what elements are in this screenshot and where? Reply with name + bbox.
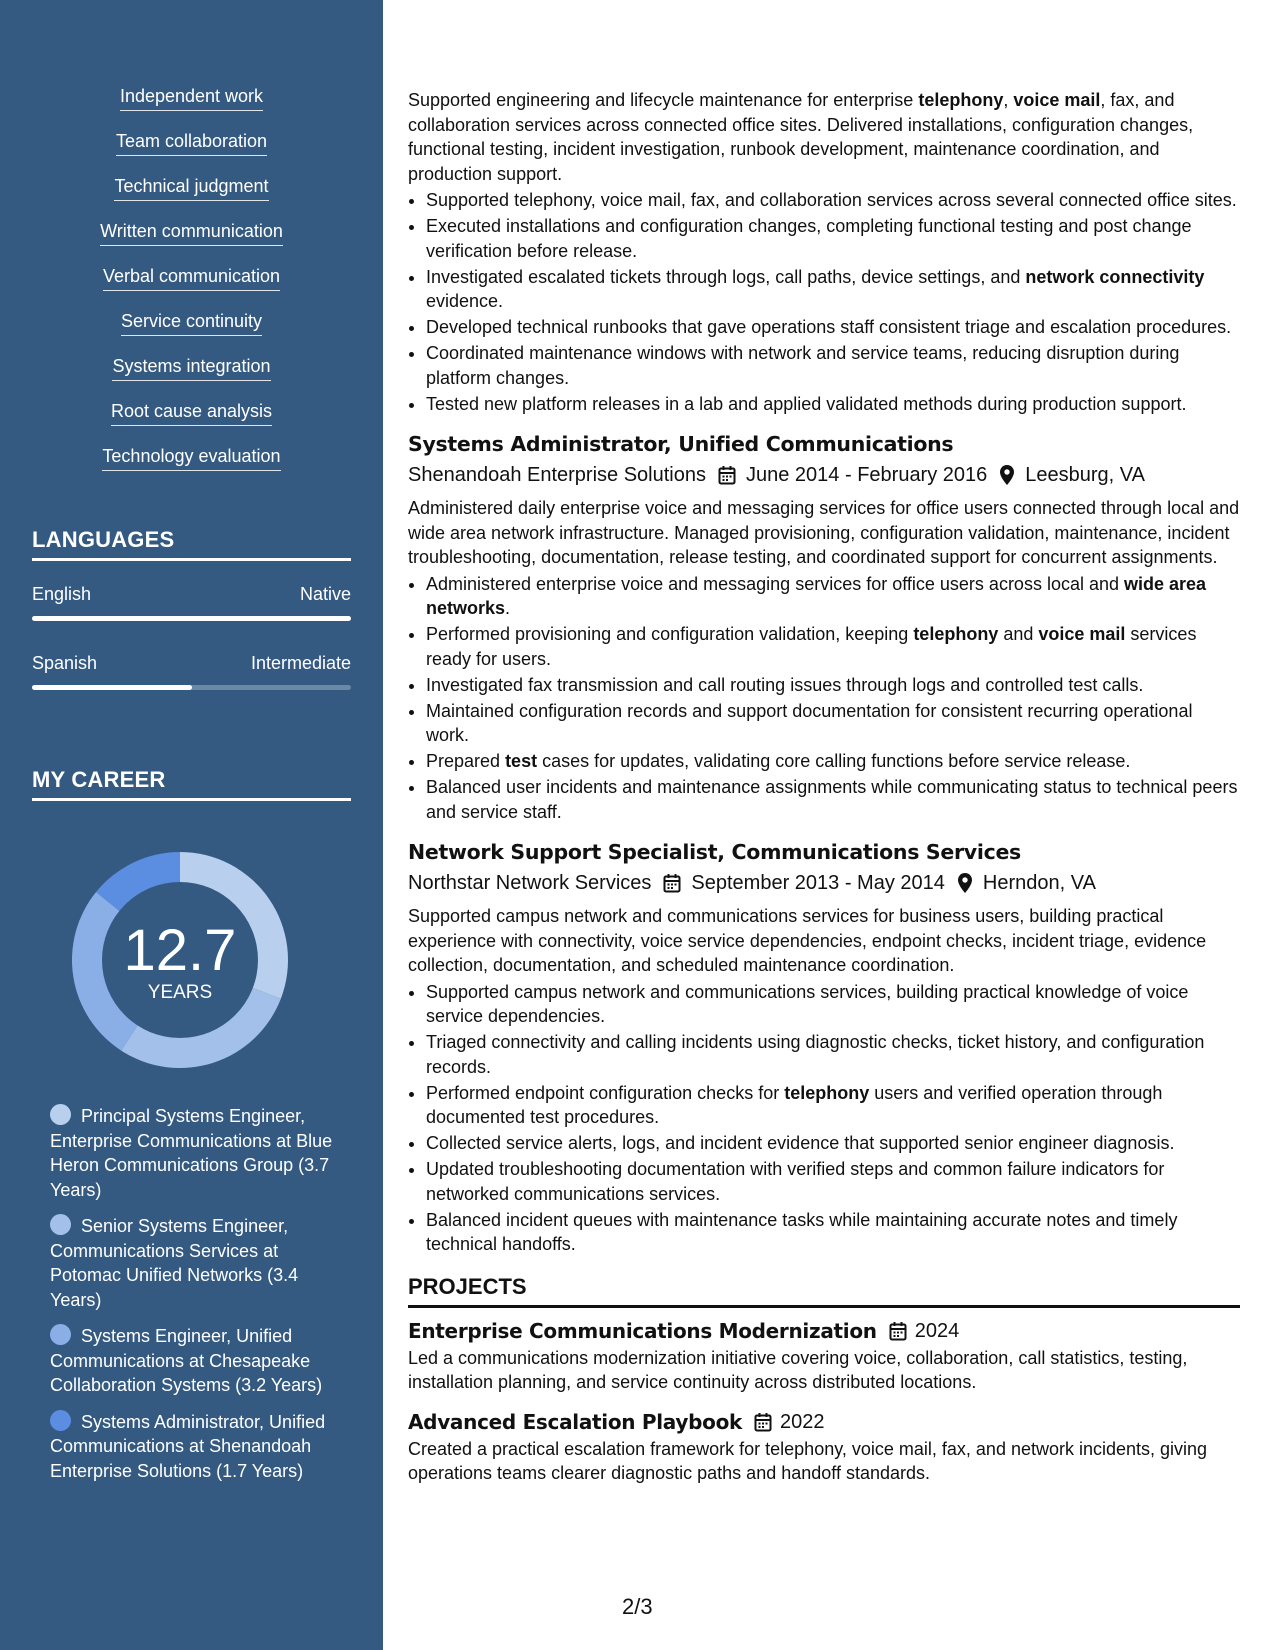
bullet-item: • Executed installations and configuration changes, completing functional testing and post change verification before release. — [426, 214, 1240, 263]
bullet-item: • Balanced user incidents and maintenance assignments while communicating status to technical peers and service staff. — [426, 775, 1240, 824]
calendar-icon — [663, 873, 681, 893]
career-heading: MY CAREER — [32, 766, 351, 801]
map-pin-icon — [957, 872, 973, 894]
language-proficiency-fill — [32, 616, 351, 621]
skill-item: Written communication — [0, 219, 383, 264]
bullet-item: • Performed provisioning and configuration validation, keeping telephony and voice mail services ready for users. — [426, 622, 1240, 671]
career-item: Systems Engineer, Unified Communications at Chesapeake Collaboration Systems (3.2 Years) — [50, 1326, 323, 1395]
language-proficiency-fill — [32, 685, 192, 690]
job-bullets — [408, 572, 1240, 825]
company-name: Northstar Network Services — [408, 872, 652, 894]
project-title-row — [408, 1407, 1240, 1437]
job-dates: September 2013 - May 2014 — [691, 872, 945, 894]
language-spanish — [32, 651, 351, 690]
job-summary: Supported campus network and communications services for business users, building practical experience with connectivity, voice service dependencies, endpoint checks, incident triage, evidence collection, documentation, and scheduled maintenance coordination. — [408, 906, 1207, 975]
skill-item: Team collaboration — [0, 129, 383, 174]
language-name: English — [32, 584, 92, 604]
bullet-item: • Coordinated maintenance windows with network and service teams, reducing disruption during platform changes. — [426, 341, 1240, 390]
skills-list — [0, 84, 383, 489]
career-dot — [50, 1104, 71, 1125]
career-dot — [50, 1214, 71, 1235]
bullet-item: • Maintained configuration records and support documentation for consistent recurring operational work. — [426, 699, 1240, 748]
skill-item: Independent work — [0, 84, 383, 129]
career-dot — [50, 1324, 71, 1345]
projects-heading: PROJECTS — [408, 1273, 1240, 1308]
job-meta — [408, 460, 1240, 490]
language-proficiency-bar — [32, 685, 351, 690]
page-number: 2/3 — [622, 1594, 653, 1619]
career-item: Senior Systems Engineer, Communications Services at Potomac Unified Networks (3.4 Years) — [50, 1216, 299, 1310]
bullet-item: • Investigated escalated tickets through logs, call paths, device settings, and network connectivity evidence. — [426, 265, 1240, 314]
job-meta — [408, 868, 1240, 898]
skill-item: Systems integration — [0, 354, 383, 399]
bullet-item: • Tested new platform releases in a lab and applied validated methods during production support. — [426, 392, 1240, 417]
skill-item: Technical judgment — [0, 174, 383, 219]
bullet-item: • Prepared test cases for updates, validating core calling functions before service release. — [426, 749, 1240, 774]
project-description: Created a practical escalation framework for telephony, voice mail, fax, and network incidents, giving operations teams clearer diagnostic paths and handoff standards. — [408, 1438, 1208, 1483]
bullet-item: • Developed technical runbooks that gave operations staff consistent triage and escalation procedures. — [426, 315, 1240, 340]
career-unit: YEARS — [147, 982, 213, 1003]
career-total: 12.7 — [123, 918, 237, 983]
company-name: Shenandoah Enterprise Solutions — [408, 464, 706, 486]
project-title: Advanced Escalation Playbook — [408, 1409, 743, 1434]
language-level: Native — [299, 584, 351, 604]
job-bullets — [408, 980, 1240, 1257]
skill-item: Root cause analysis — [0, 399, 383, 444]
bullet-item: • Triaged connectivity and calling incidents using diagnostic checks, ticket history, and configuration records. — [426, 1030, 1240, 1079]
job-bullets — [408, 188, 1240, 416]
project-title-row — [408, 1316, 1240, 1346]
job-location: Herndon, VA — [982, 872, 1096, 894]
job-title: Network Support Specialist, Communications Services — [408, 840, 1021, 864]
job-summary: Administered daily enterprise voice and messaging services for office users connected through local and wide area network infrastructure. Managed provisioning, configuration validation, maintenance, incident troubleshooting, documentation, release testing, and coordinated support for concurrent assignments. — [408, 498, 1240, 567]
job-summary: Supported engineering and lifecycle maintenance for enterprise telephony, voice mail, fax, and collaboration services across connected office sites. Delivered installations, configuration changes, functional testing, incident investigation, runbook development, maintenance coordination, and production support. — [408, 90, 1194, 184]
career-list — [50, 1104, 335, 1495]
skill-item: Technology evaluation — [0, 444, 383, 489]
calendar-icon — [718, 465, 736, 485]
job-location: Leesburg, VA — [1025, 464, 1145, 486]
bullet-item: • Supported campus network and communications services, building practical knowledge of voice service dependencies. — [426, 980, 1240, 1029]
bullet-item: • Updated troubleshooting documentation with verified steps and common failure indicators for networked communications services. — [426, 1157, 1240, 1206]
language-name: Spanish — [32, 653, 98, 673]
bullet-item: • Supported telephony, voice mail, fax, and collaboration services across several connected office sites. — [426, 188, 1240, 213]
bullet-item: • Administered enterprise voice and messaging services for office users across local and wide area networks. — [426, 572, 1240, 621]
project-description: Led a communications modernization initiative covering voice, collaboration, call statistics, testing, installation planning, and service continuity across distributed locations. — [408, 1347, 1188, 1392]
skill-item: Verbal communication — [0, 264, 383, 309]
bullet-item: • Balanced incident queues with maintenance tasks while maintaining accurate notes and timely technical handoffs. — [426, 1208, 1240, 1257]
calendar-icon — [889, 1321, 907, 1341]
languages-heading: LANGUAGES — [32, 526, 351, 561]
calendar-icon — [754, 1412, 772, 1432]
career-item: Systems Administrator, Unified Communications at Shenandoah Enterprise Solutions (1.7 Years) — [50, 1411, 326, 1481]
language-english — [32, 582, 351, 621]
job-dates: June 2014 - February 2016 — [746, 464, 988, 486]
sidebar — [0, 0, 383, 1650]
bullet-item: • Investigated fax transmission and call routing issues through logs and controlled test calls. — [426, 673, 1240, 698]
career-donut-chart — [60, 840, 300, 1080]
skill-item: Service continuity — [0, 309, 383, 354]
map-pin-icon — [999, 464, 1015, 486]
bullet-item: • Collected service alerts, logs, and incident evidence that supported senior engineer diagnosis. — [426, 1131, 1240, 1156]
bullet-item: • Performed endpoint configuration checks for telephony users and verified operation through documented test procedures. — [426, 1081, 1240, 1130]
project-year: 2024 — [914, 1319, 960, 1342]
career-item: Principal Systems Engineer, Enterprise Communications at Blue Heron Communications Group (3.7 Years) — [50, 1106, 333, 1200]
career-dot — [50, 1410, 71, 1431]
project-title: Enterprise Communications Modernization — [408, 1318, 877, 1343]
project-year: 2022 — [780, 1410, 825, 1433]
main-content — [408, 0, 1240, 1650]
language-level: Intermediate — [250, 653, 351, 673]
language-proficiency-bar — [32, 616, 351, 621]
job-title: Systems Administrator, Unified Communications — [408, 432, 954, 456]
